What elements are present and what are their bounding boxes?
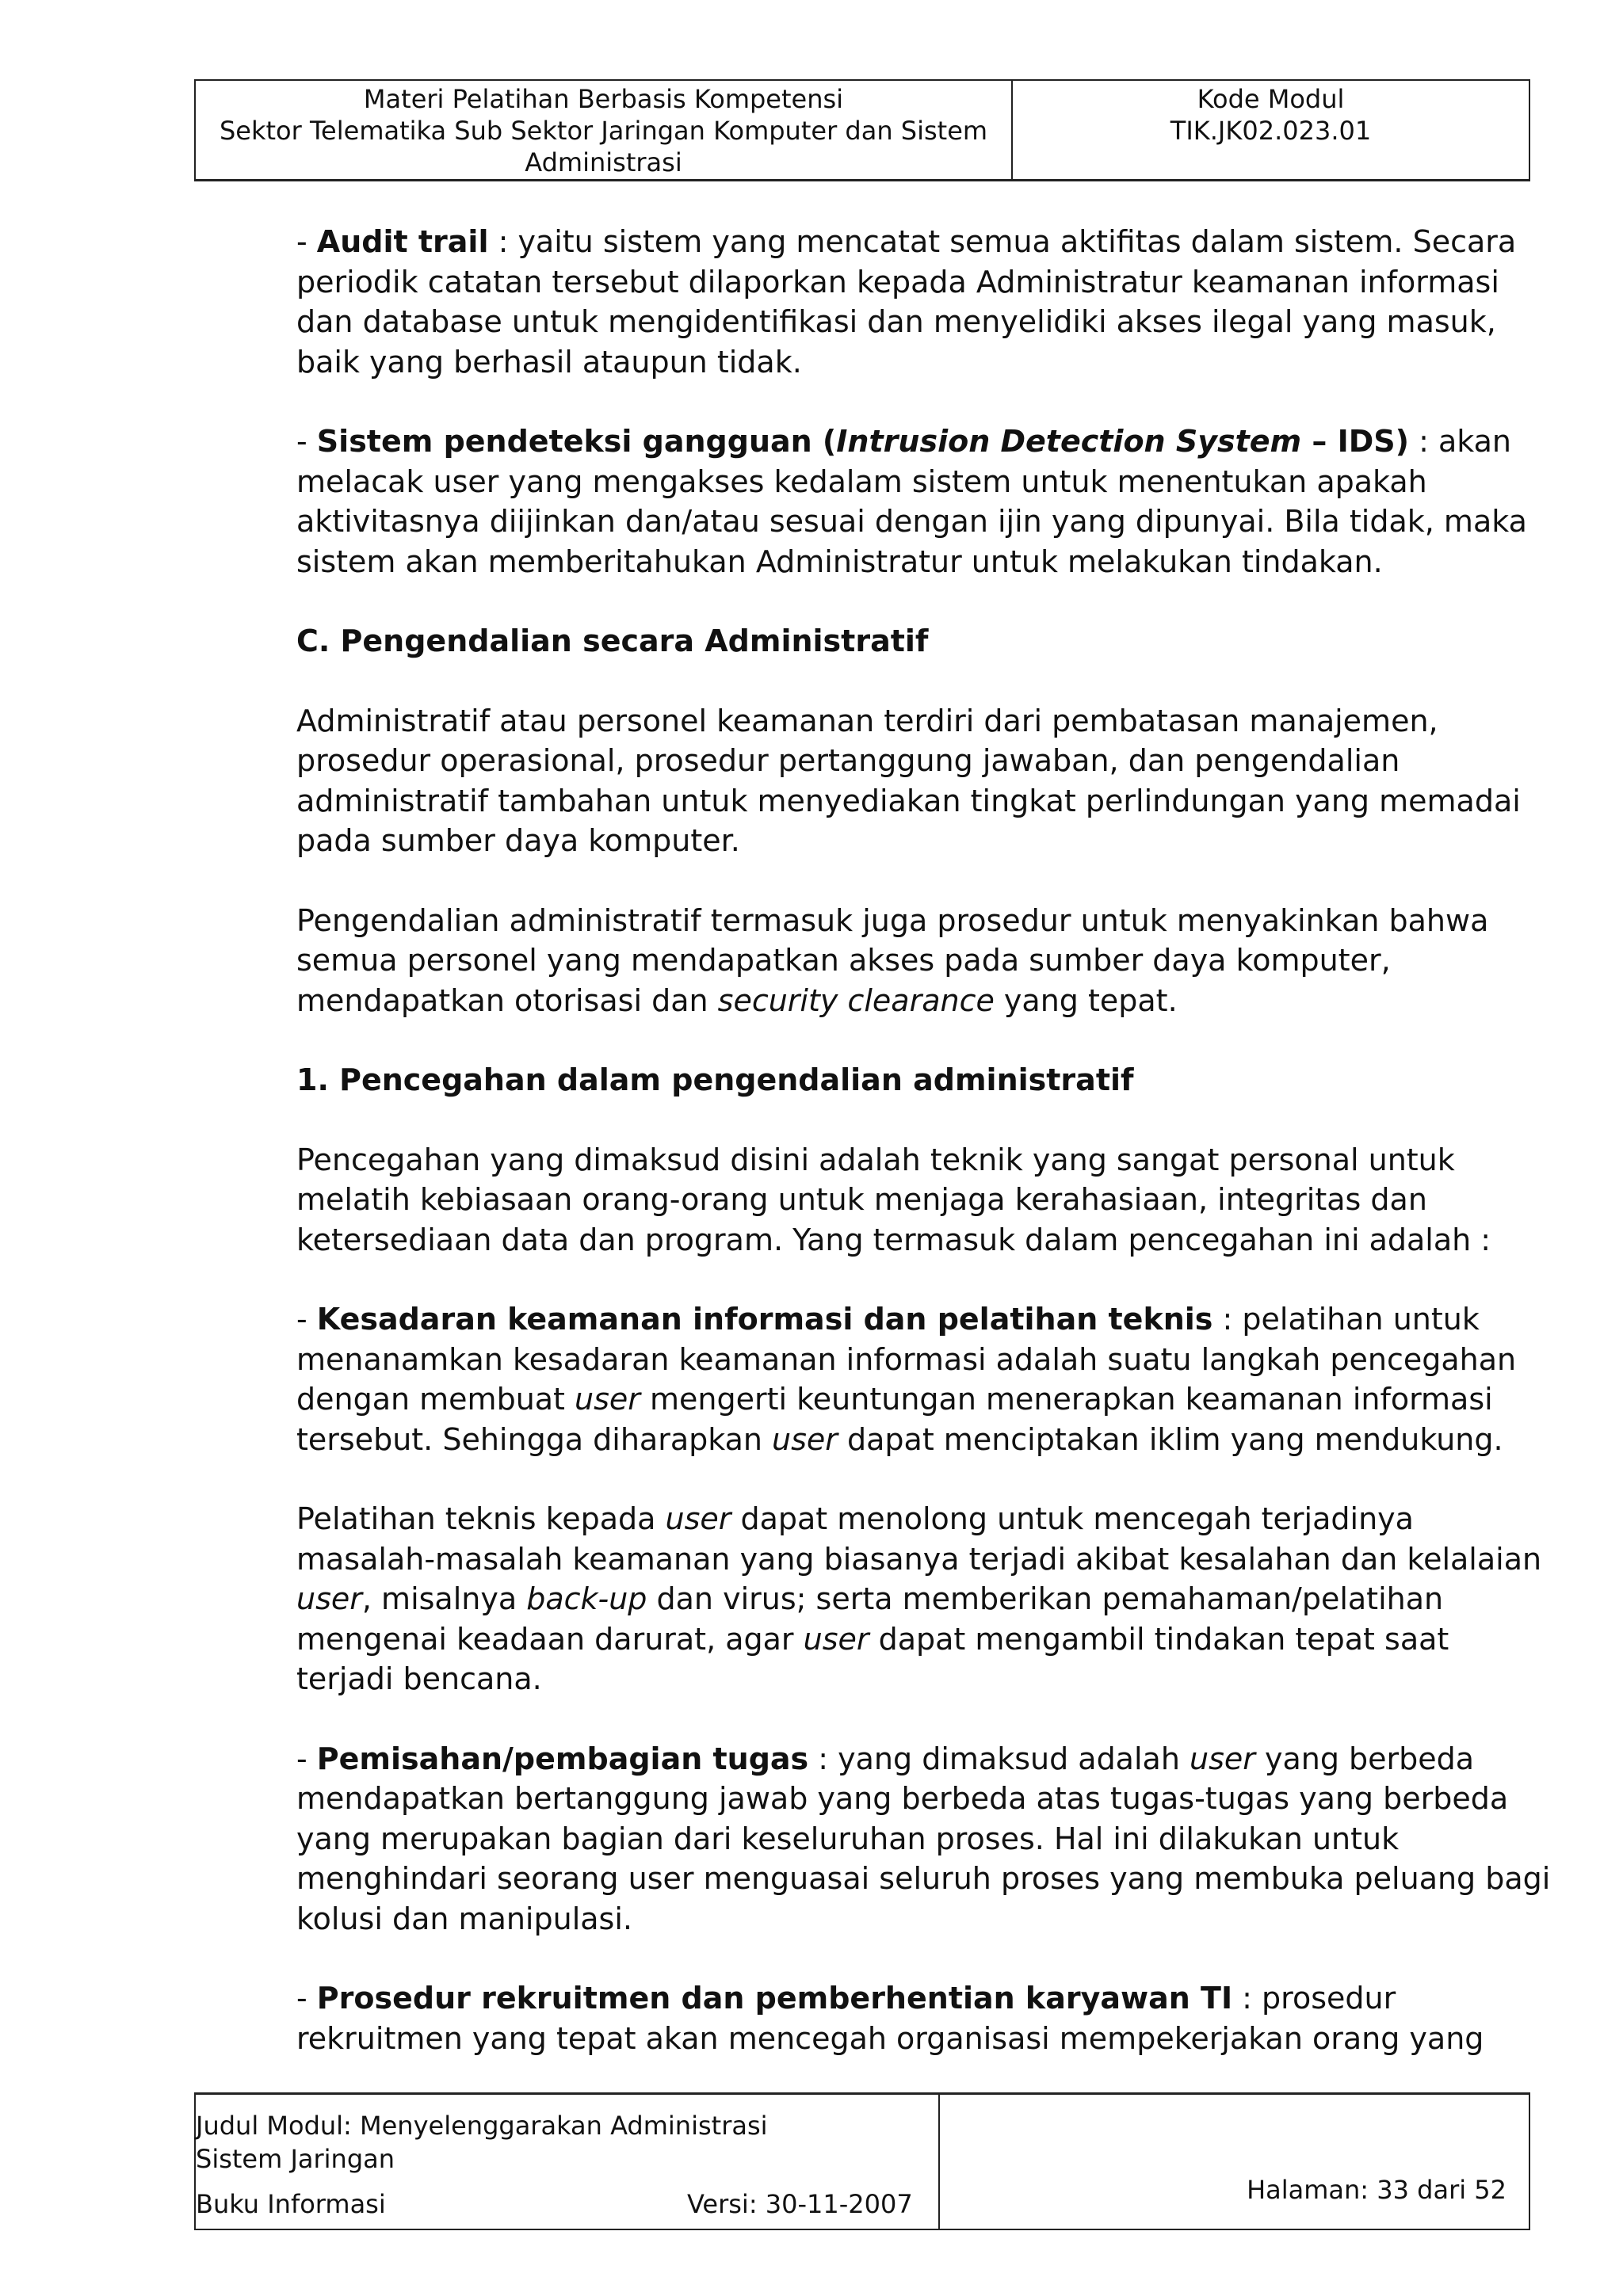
text-segment: : pelatihan untuk xyxy=(1212,1302,1480,1337)
text-line: terjadi bencana. xyxy=(296,1661,542,1696)
text-line: ketersediaan data dan program. Yang termasuk dalam pencegahan ini adalah : xyxy=(296,1222,1491,1257)
module-code-label: Kode Modul xyxy=(1197,84,1345,114)
administrative-paragraph-1 xyxy=(296,701,1521,861)
italic-term: user xyxy=(575,1382,640,1417)
version: Versi: 30-11-2007 xyxy=(687,2189,913,2219)
book-type: Buku Informasi xyxy=(196,2189,386,2219)
text-line: baik yang berhasil ataupun tidak. xyxy=(296,344,802,379)
text-segment: Pelatihan teknis kepada xyxy=(296,1501,666,1536)
text-segment: , misalnya xyxy=(361,1581,527,1616)
text-line: prosedur operasional, prosedur pertanggung jawaban, dan pengendalian xyxy=(296,743,1400,778)
audit-trail-paragraph xyxy=(296,222,1517,382)
footer-info-cell xyxy=(196,2095,940,2229)
ids-paragraph xyxy=(296,421,1527,582)
text-segment: tersebut. Sehingga diharapkan xyxy=(296,1421,773,1457)
text-line: dan database untuk mengidentifikasi dan menyelidiki akses ilegal yang masuk, xyxy=(296,304,1496,339)
italic-term: user xyxy=(296,1581,362,1616)
text-segment: yang berbeda xyxy=(1254,1741,1475,1776)
text-segment: : prosedur xyxy=(1232,1981,1396,2016)
awareness-term: Kesadaran keamanan informasi dan pelatihan teknis xyxy=(316,1302,1213,1337)
ids-term-italic: Intrusion Detection System xyxy=(836,424,1302,459)
ids-term xyxy=(317,424,1409,459)
text-segment: yang tepat. xyxy=(994,982,1178,1018)
text-segment: dapat menciptakan iklim yang mendukung. xyxy=(837,1421,1503,1457)
text-segment: dapat menolong untuk mencegah terjadinya xyxy=(731,1501,1414,1536)
text-segment: dan virus; serta memberikan pemahaman/pelatihan xyxy=(647,1581,1444,1616)
bullet-dash: - xyxy=(296,1981,317,2016)
text-line: Pengendalian administratif termasuk juga prosedur untuk menyakinkan bahwa xyxy=(296,902,1489,938)
italic-term: user xyxy=(772,1421,838,1457)
text-line: aktivitasnya diijinkan dan/atau sesuai dengan ijin yang dipunyai. Bila tidak, maka xyxy=(296,504,1527,539)
text-line: rekruitmen yang tepat akan mencegah organisasi mempekerjakan orang yang xyxy=(296,2020,1484,2056)
page-header xyxy=(194,79,1530,181)
module-code-value: TIK.JK02.023.01 xyxy=(1170,116,1372,146)
separation-of-duties-paragraph xyxy=(296,1739,1551,1939)
page-footer xyxy=(194,2092,1530,2230)
italic-term: user xyxy=(1189,1741,1255,1776)
bullet-dash: - xyxy=(296,1741,317,1776)
text-line: melacak user yang mengakses kedalam sistem untuk menentukan apakah xyxy=(296,463,1427,499)
text-segment: mengenai keadaan darurat, agar xyxy=(296,1621,804,1657)
text-line: sistem akan memberitahukan Administratur untuk melakukan tindakan. xyxy=(296,543,1383,579)
text-segment: mengerti keuntungan menerapkan keamanan informasi xyxy=(640,1382,1493,1417)
text-line: pada sumber daya komputer. xyxy=(296,823,740,858)
audit-trail-term: Audit trail xyxy=(316,224,489,259)
text-segment: : yang dimaksud adalah xyxy=(808,1741,1190,1776)
text-line: : akan xyxy=(1409,424,1511,459)
ids-term-part: Sistem pendeteksi gangguan ( xyxy=(316,424,837,459)
text-line: periodik catatan tersebut dilaporkan kepada Administratur keamanan informasi xyxy=(296,264,1499,299)
header-title-cell xyxy=(196,81,1013,179)
section-1-heading: 1. Pencegahan dalam pengendalian administratif xyxy=(296,1062,1134,1097)
text-line: menanamkan kesadaran keamanan informasi adalah suatu langkah pencegahan xyxy=(296,1341,1517,1377)
separation-term: Pemisahan/pembagian tugas xyxy=(316,1741,809,1776)
italic-term: security clearance xyxy=(717,982,995,1018)
header-title-line-2: Sektor Telematika Sub Sektor Jaringan Komputer dan Sistem xyxy=(219,116,988,146)
footer-page-cell xyxy=(940,2095,1529,2229)
module-title: Judul Modul: Menyelenggarakan Administrasi Sistem Jaringan xyxy=(196,2111,768,2174)
header-title-line-1: Materi Pelatihan Berbasis Kompetensi xyxy=(363,84,844,114)
header-module-code-cell xyxy=(1013,81,1529,179)
section-c-heading: C. Pengendalian secara Administratif xyxy=(296,624,929,658)
italic-term: user xyxy=(665,1501,731,1536)
text-line: semua personel yang mendapatkan akses pada sumber daya komputer, xyxy=(296,943,1391,978)
bullet-dash: - xyxy=(296,1302,317,1337)
page-number: Halaman: 33 dari 52 xyxy=(1247,2175,1507,2205)
header-title-line-3: Administrasi xyxy=(525,147,682,177)
italic-term: back-up xyxy=(526,1581,647,1616)
page-body xyxy=(296,222,1551,2098)
text-segment: dapat mengambil tindakan tepat saat xyxy=(869,1621,1449,1657)
text-line: : yaitu sistem yang mencatat semua aktifitas dalam sistem. Secara xyxy=(488,224,1517,259)
text-line: yang merupakan bagian dari keseluruhan proses. Hal ini dilakukan untuk xyxy=(296,1821,1400,1856)
technical-training-paragraph xyxy=(296,1499,1542,1699)
awareness-paragraph xyxy=(296,1299,1517,1459)
text-line: Pencegahan yang dimaksud disini adalah teknik yang sangat personal untuk xyxy=(296,1142,1455,1177)
bullet-dash: - xyxy=(296,224,317,259)
text-line: mendapatkan bertanggung jawab yang berbeda atas tugas-tugas yang berbeda xyxy=(296,1781,1509,1816)
text-segment: mendapatkan otorisasi dan xyxy=(296,982,718,1018)
bullet-dash: - xyxy=(296,424,317,459)
ids-term-part: – IDS) xyxy=(1301,424,1410,459)
text-line: menghindari seorang user menguasai seluruh proses yang membuka peluang bagi xyxy=(296,1861,1551,1896)
recruitment-term: Prosedur rekruitmen dan pemberhentian karyawan TI xyxy=(316,1981,1233,2016)
text-line: melatih kebiasaan orang-orang untuk menjaga kerahasiaan, integritas dan xyxy=(296,1182,1427,1217)
text-line: Administratif atau personel keamanan terdiri dari pembatasan manajemen, xyxy=(296,703,1438,738)
administrative-paragraph-2 xyxy=(296,901,1501,1021)
italic-term: user xyxy=(803,1621,869,1657)
text-line: kolusi dan manipulasi. xyxy=(296,1901,632,1936)
text-line: masalah-masalah keamanan yang biasanya terjadi akibat kesalahan dan kelalaian xyxy=(296,1541,1542,1577)
prevention-paragraph xyxy=(296,1140,1501,1261)
text-line: administratif tambahan untuk menyediakan tingkat perlindungan yang memadai xyxy=(296,783,1521,818)
recruitment-paragraph xyxy=(296,1978,1501,2058)
text-segment: dengan membuat xyxy=(296,1382,575,1417)
